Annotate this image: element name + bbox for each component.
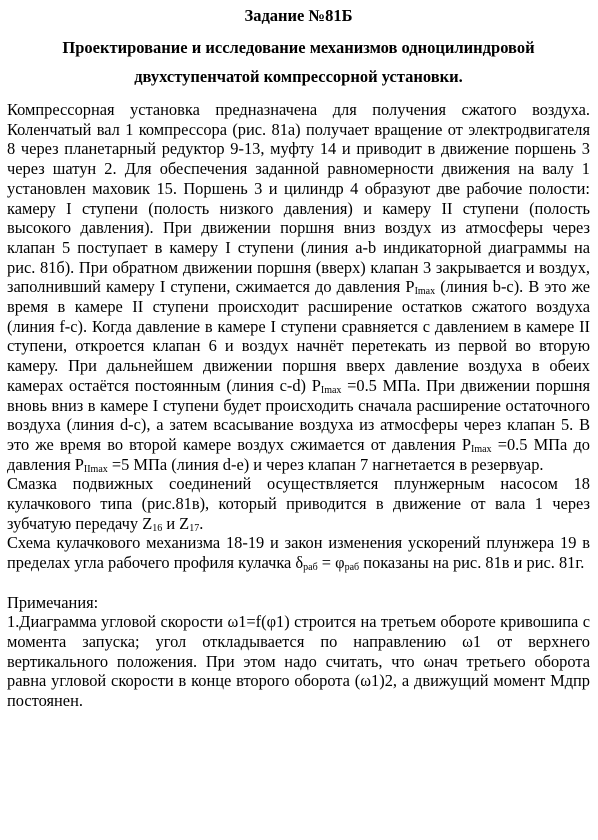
heading-line-2: двухступенчатой компрессорной установки.: [134, 67, 463, 86]
notes-title: Примечания:: [7, 592, 99, 612]
paragraph-cam-mechanism: Схема кулачкового механизма 18-19 и закон изменения ускорений плунжера 19 в пределах угла рабочего профиля кулачка $\delta_{раб} = \varphi_{раб}$ показаны на рис. 81в и рис. 81г.: [7, 533, 590, 574]
note-1: 1.Диаграмма угловой скорости ω1=f(φ1) строится на третьем обороте кривошипа с момента запуска; угол откладывается по направлению ω1 от верхнего вертикального положения. При этом надо считать, что ωнач третьего оборота равна угловой скорости в конце второго оборота (ω1)2, а движущий момент Мдпр постоянен.: [7, 612, 590, 711]
heading-line-1: Проектирование и исследование механизмов одноцилиндровой: [62, 38, 535, 57]
body-text: [7, 100, 590, 711]
assignment-title: Задание №81Б: [244, 6, 353, 25]
paragraph-description: Компрессорная установка предназначена для получения сжатого воздуха. Коленчатый вал 1 компрессора (рис. 81а) получает вращение от электродвигателя 8 через планетарный редуктор 9-13, муфту 14 и приводит в движение поршень 3 через шатун 2. Для обеспечения заданной равномерности движения на валу 1 установлен маховик 15. Поршень 3 и цилиндр 4 образуют две рабочие полости: камеру I ступени (полость низкого давления) и камеру II ступени (полость высокого давления). При движении поршня вниз воздух из атмосферы через клапан 5 поступает в камеру I ступени (линия a-b индикаторной диаграммы на рис. 81б). При обратном движении поршня (вверх) клапан 3 закрывается и воздух, заполнивший камеру I ступени, сжимается до давления $P_{Imax}$ (линия b-c). В это же время в камере II ступени происходит расширение остатков сжатого воздуха (линия f-c). Когда давление в камере I ступени сравняется с давлением в камере II ступени, откроется клапан 6 и воздух начнёт перетекать из первой во вторую камеру. При дальнейшем движении поршня вверх давление воздуха в обеих камерах остаётся постоянным (линия c-d) $P_{Imax} =0.5$ МПа. При движении поршня вновь вниз в камере I ступени будет происходить сначала расширение остаточного воздуха (линия d-c), а затем всасывание воздуха из атмосферы через клапан 5. В это же время во второй камере воздух сжимается от давления $P_{Imax} =0.5$ МПа до давления $P_{IImax} =5$ МПа (линия d-e) и через клапан 7 нагнетается в резервуар.: [7, 100, 591, 475]
blank-line: [7, 573, 590, 593]
paragraph-lubrication: Смазка подвижных соединений осуществляется плунжерным насосом 18 кулачкового типа (рис.81в), который приводится в движение от вала 1 через зубчатую передачу $Z_{16}$ и $Z_{17}$.: [7, 474, 590, 534]
assignment-heading: [7, 33, 590, 91]
